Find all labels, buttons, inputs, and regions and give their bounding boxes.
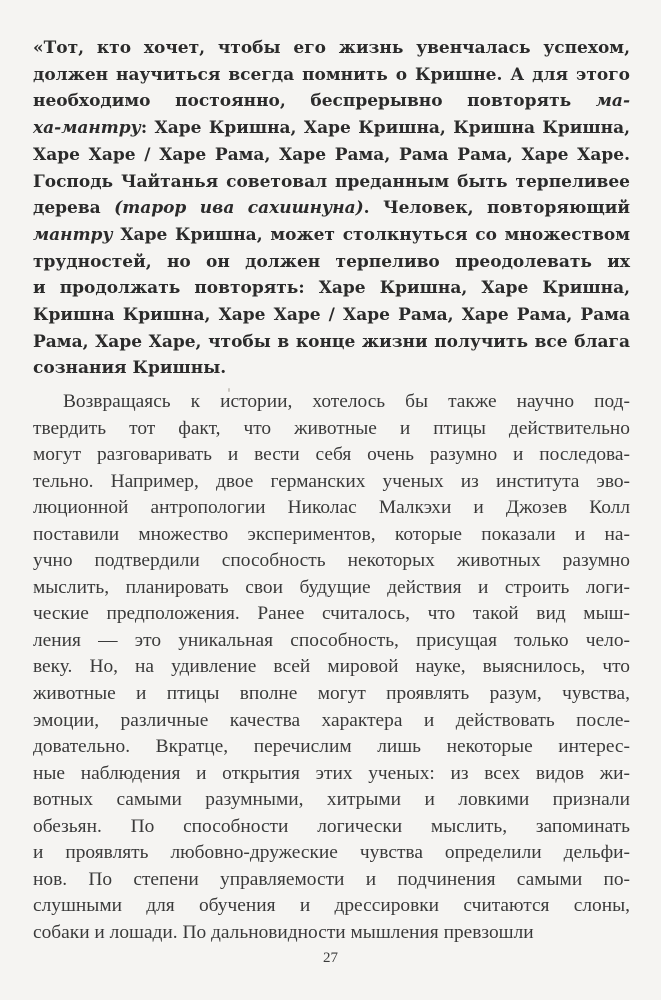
body-line: ческие предположения. Ранее считалось, что такой вид мыш- — [33, 603, 630, 625]
quote-fragment: «Тот, кто хочет, чтобы его жизнь увенчалась успехом, — [33, 38, 630, 58]
body-line: собаки и лошади. По дальновидности мышления превзошли — [33, 921, 534, 943]
quote-italic-fragment: ха-мантру — [33, 118, 141, 139]
quote-fragment: . Человек, повторяющий — [363, 198, 630, 219]
body-line: люционной антропологии Николас Малкэхи и Джозев Колл — [33, 497, 630, 519]
body-line: мыслить, планировать свои будущие действия и строить логи- — [33, 576, 630, 598]
body-paragraph — [33, 389, 630, 946]
quote-fragment: дерева — [33, 198, 115, 219]
body-line: тельно. Например, двое германских ученых из института эво- — [33, 470, 630, 492]
quote-fragment: Кришна Кришна, Харе Харе / Харе Рама, Харе Рама, Рама — [33, 305, 630, 326]
quote-fragment: Господь Чайтанья советовал преданным быть терпеливее — [33, 171, 630, 192]
page-number: 27 — [323, 950, 338, 966]
body-line: довательно. Вкратце, перечислим лишь некоторые интерес- — [33, 736, 630, 758]
body-line: нов. По степени управляемости и подчинения самыми по- — [33, 868, 630, 890]
body-line: слушными для обучения и дрессировки считаются слоны, — [33, 895, 630, 917]
quote-fragment: Харе Харе / Харе Рама, Харе Рама, Рама Рама, Харе Харе. — [33, 144, 630, 165]
body-line: ные наблюдения и открытия этих ученых: из всех видов жи- — [33, 762, 630, 784]
quote-fragment: Рама, Харе Харе, чтобы в конце жизни получить все блага — [33, 331, 630, 352]
body-line: твердить тот факт, что животные и птицы действительно — [33, 417, 630, 439]
bold-quote-paragraph — [33, 35, 630, 382]
quote-italic-fragment: (тарор ива сахишнуна) — [114, 198, 364, 219]
quote-italic-fragment: ма- — [595, 91, 630, 112]
body-line: могут разговаривать и вести себя очень разумно и последова- — [33, 444, 630, 466]
body-line: эмоции, различные качества характера и действовать после- — [33, 709, 630, 731]
quote-line — [33, 35, 630, 62]
body-line: веку. Но, на удивление всей мировой науке, выяснилось, что — [33, 656, 630, 678]
body-line: и проявлять любовно-дружеские чувства определили дельфи- — [33, 842, 630, 864]
body-line: ления — это уникальная способность, присущая только чело- — [33, 629, 630, 651]
quote-fragment: и продолжать повторять: Харе Кришна, Харе Кришна, — [33, 278, 630, 299]
quote-line — [33, 88, 630, 115]
body-line: Возвращаясь к истории, хотелось бы также научно под- — [63, 391, 630, 412]
quote-line — [33, 355, 630, 382]
quote-line — [33, 275, 630, 302]
quote-fragment: трудностей, но он должен терпеливо преодолевать их — [33, 251, 630, 272]
quote-line — [33, 222, 630, 249]
body-line: вотных самыми разумными, хитрыми и ловкими признали — [33, 789, 630, 811]
quote-line — [33, 302, 630, 329]
body-line: обезьян. По способности логически мыслить, запоминать — [33, 815, 630, 837]
quote-italic-fragment: мантру — [33, 224, 113, 245]
body-line: животные и птицы вполне могут проявлять разум, чувства, — [33, 683, 630, 705]
quote-fragment: Харе Кришна, может столкнуться со множеством — [112, 224, 630, 245]
quote-fragment: : Харе Кришна, Харе Кришна, Кришна Кришна, — [140, 118, 630, 139]
quote-line — [33, 142, 630, 169]
quote-line — [33, 249, 630, 276]
quote-line — [33, 115, 630, 142]
quote-fragment: необходимо постоянно, беспрерывно повторять — [33, 91, 596, 112]
body-line: учно подтвердили способность некоторых животных разумно — [33, 550, 630, 572]
quote-line — [33, 169, 630, 196]
quote-line — [33, 195, 630, 222]
body-line: поставили множество экспериментов, которые показали и на- — [33, 523, 630, 545]
quote-line — [33, 329, 630, 356]
quote-line — [33, 62, 630, 89]
quote-fragment: сознания Кришны. — [33, 358, 227, 379]
quote-fragment: должен научиться всегда помнить о Кришне. А для этого — [33, 64, 630, 85]
